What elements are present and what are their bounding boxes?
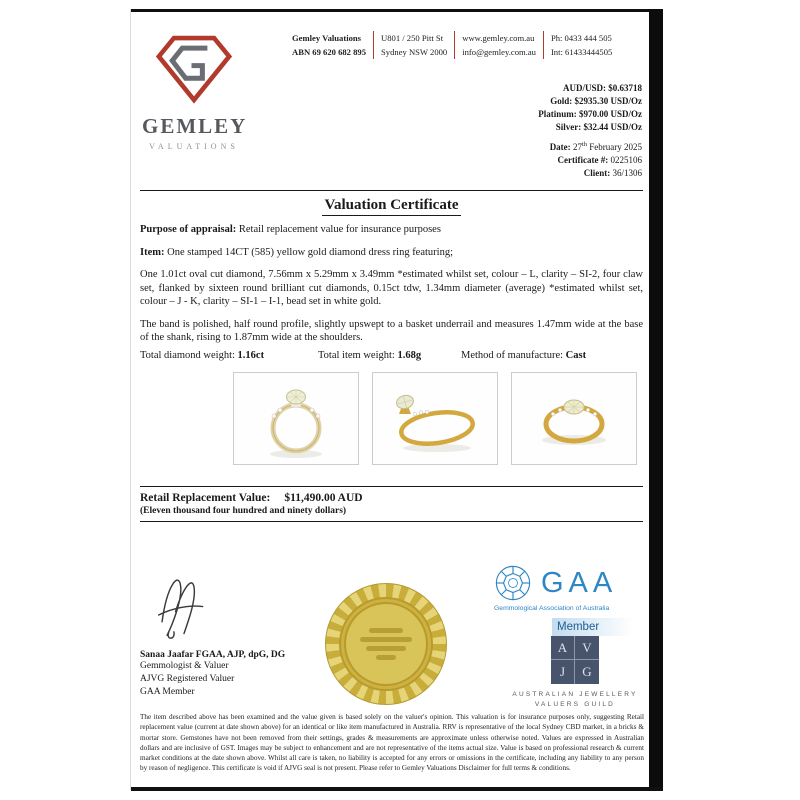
- signature-block: [140, 566, 320, 699]
- scan-edge-top: [131, 9, 653, 12]
- stat-manufacture: Method of manufacture: Cast: [461, 350, 587, 361]
- purpose-line: Purpose of appraisal: Retail replacement value for insurance purposes: [140, 224, 441, 235]
- brand-block: [142, 28, 246, 151]
- scan-edge-bottom: [131, 787, 663, 791]
- contact-phone: Ph: 0433 444 505 Int: 61433444505: [543, 31, 619, 59]
- rate-platinum: Platinum: $970.00 USD/Oz: [538, 109, 642, 119]
- gaa-acronym: GAA: [541, 566, 618, 599]
- contact-address: U801 / 250 Pitt St Sydney NSW 2000: [373, 31, 454, 59]
- certificate-meta: [420, 141, 642, 180]
- retail-value-line: [140, 492, 643, 504]
- ajvg-gold-seal: [326, 584, 446, 704]
- ring-photo-front: [233, 372, 359, 465]
- header-divider: [140, 190, 643, 191]
- meta-client: Client: 36/1306: [583, 168, 642, 178]
- stat-item-weight: Total item weight: 1.68g: [318, 350, 422, 361]
- ajvg-guild-line1: AUSTRALIAN JEWELLERY: [512, 691, 638, 698]
- appraisal-body: [140, 223, 643, 354]
- gemley-diamond-logo-icon: [152, 28, 236, 105]
- gaa-association-name: Gemmological Association of Australia: [494, 605, 610, 612]
- brand-tagline: VALUATIONS: [149, 142, 239, 151]
- ajvg-block: [506, 636, 644, 708]
- retail-value-words: (Eleven thousand four hundred and ninety dollars): [140, 506, 347, 516]
- description-paragraph-1: One 1.01ct oval cut diamond, 7.56mm x 5.29mm x 3.49mm *estimated whilst set, colour – L, clarity – SI-2, four claw set, flanked by sixteen round brilliant cut diamonds, 0.15ct tdw, 1.34mm diameter (average) *estimated whilst set, colour – J - K, clarity – SI-1 – I-1, bead set in white gold.: [140, 269, 643, 307]
- rate-gold: Gold: $2935.30 USD/Oz: [550, 96, 642, 106]
- signatory-role: Gemmologist & Valuer: [140, 661, 229, 671]
- contact-block: [292, 31, 619, 59]
- retail-value-block: [140, 486, 643, 522]
- signatory-registration: AJVG Registered Valuer: [140, 674, 235, 684]
- photos-row: [233, 372, 637, 465]
- item-line: Item: One stamped 14CT (585) yellow gold diamond dress ring featuring;: [140, 246, 454, 258]
- gaa-member-badge: Member: [552, 618, 642, 636]
- ajvg-logo: A V J G: [551, 636, 599, 684]
- stat-diamond-weight: Total diamond weight: 1.16ct: [140, 350, 265, 361]
- rate-audusd: AUD/USD: $0.63718: [562, 83, 642, 93]
- retail-value-amount: $11,490.00 AUD: [284, 492, 363, 504]
- ring-front-image: [236, 376, 356, 462]
- stats-row: [140, 350, 643, 361]
- meta-date: Date: 27th February 2025: [549, 141, 642, 152]
- disclaimer-text: The item described above has been examined and the value given is based solely on the valuer's opinion. This valuation is for insurance purposes only, suggesting Retail replacement value (current at date shown above) for an identical or like item manufactured in Australia. RRV is representative of the local Sydney CBD market, in a bricks & mortar store. Gemstones have not been removed from their settings, grades & measurements are approximate unless otherwise noted. Values are expressed in Australian dollars and are inclusive of GST. Images may be subject to enhancement and are not representative of the items actual size. Value is based on professional research & current market conditions at the date shown above. Whilst all care is taken, no liability is accepted for any errors or omissions in the certificate, including any liability to any person by reason of negligence. This certificate is void if AJVG seal is not present. Please refer to Gemley Valuations Disclaimer for full terms & conditions.: [140, 713, 644, 773]
- valuer-signature-image: [140, 566, 250, 642]
- metal-rates: [420, 82, 642, 134]
- retail-value-label: Retail Replacement Value:: [140, 492, 271, 504]
- page-title: Valuation Certificate: [140, 197, 643, 216]
- signatory-name: Sanaa Jaafar FGAA, AJP, dpG, DG: [140, 650, 286, 660]
- contact-company: Gemley Valuations ABN 69 620 682 895: [292, 33, 367, 57]
- ring-side-image: [375, 376, 495, 462]
- scan-edge-left: [130, 9, 131, 790]
- description-paragraph-2: The band is polished, half round profile, slightly upswept to a basket underrail and measures 1.47mm wide at the base of the shank, rising to 1.87mm wide at the shoulders.: [140, 318, 643, 343]
- contact-web-email: www.gemley.com.au info@gemley.com.au: [454, 31, 543, 59]
- ajvg-guild-line2: VALUERS GUILD: [534, 701, 616, 708]
- seal-center: [339, 597, 433, 691]
- ring-photo-side: [372, 372, 498, 465]
- scan-edge-right: [649, 9, 663, 791]
- brand-name: GEMLEY: [142, 114, 248, 138]
- meta-certificate-number: Certificate #: 0225106: [557, 155, 642, 165]
- ring-top-image: [514, 376, 634, 462]
- gaa-block: [494, 564, 644, 636]
- signatory-membership: GAA Member: [140, 687, 195, 697]
- rate-silver: Silver: $32.44 USD/Oz: [555, 122, 642, 132]
- ring-photo-top: [511, 372, 637, 465]
- gaa-gem-icon: [494, 564, 532, 602]
